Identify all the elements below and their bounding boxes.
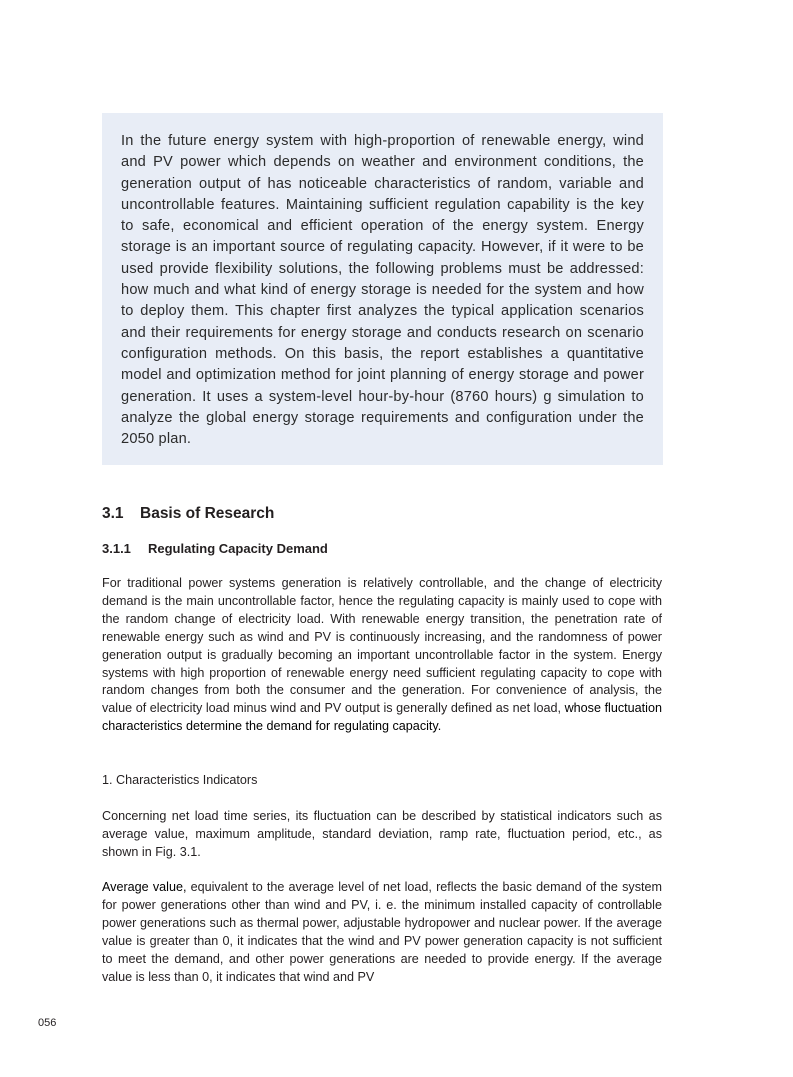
paragraph-average-value <box>102 879 662 986</box>
subsection-heading <box>102 541 328 556</box>
paragraph-emphasis: whose fluctuation characteristics determine the demand for regulating capacity. <box>102 701 662 734</box>
paragraph-text: For traditional power systems generation is relatively controllable, and the change of electricity demand is the main uncontrollable factor, hence the regulating capacity is mainly used to cope with the random change of electricity load. With renewable energy transition, the penetration rate of renewable energy such as wind and PV is continuously increasing, and the randomness of power generation output is gradually becoming an important uncontrollable factor in the system. Energy systems with high proportion of renewable energy need sufficient regulating capacity to cope with random changes from both the consumer and the generation. For convenience of analysis, the value of electricity load minus wind and PV output is generally defined as net load, <box>102 576 662 716</box>
section-number: 3.1 <box>102 505 124 522</box>
section-heading <box>102 505 274 523</box>
abstract-text: In the future energy system with high-proportion of renewable energy, wind and PV power which depends on weather and environment conditions, the generation output of has noticeable characteristics of random, variable and uncontrollable features. Maintaining sufficient regulation capability is the key to safe, economical and efficient operation of the energy system. Energy storage is an important source of regulating capacity. However, if it were to be used provide flexibility solutions, the following problems must be addressed: how much and what kind of energy storage is needed for the system and how to deploy them. This chapter first analyzes the typical application scenarios and their requirements for energy storage and conducts research on scenario configuration methods. On this basis, the report establishes a quantitative model and optimization method for joint planning of energy storage and power generation. It uses a system-level hour-by-hour (8760 hours) g simulation to analyze the global energy storage requirements and configuration under the 2050 plan. <box>121 133 644 448</box>
list-heading: 1. Characteristics Indicators <box>102 773 258 787</box>
paragraph-text: equivalent to the average level of net load, reflects the basic demand of the system for power generations other than wind and PV, i. e. the minimum installed capacity of controllable power generations such as thermal power, adjustable hydropower and nuclear power. If the average value is greater than 0, it indicates that the wind and PV power generation capacity is not sufficient to meet the demand, and other power generations are needed to provide energy. If the average value is less than 0, it indicates that wind and PV <box>102 880 662 984</box>
paragraph-regulating-capacity <box>102 575 662 736</box>
page-number: 056 <box>38 1017 57 1029</box>
section-title: Basis of Research <box>140 505 275 522</box>
subsection-number: 3.1.1 <box>102 541 131 556</box>
subsection-title: Regulating Capacity Demand <box>148 541 328 556</box>
term-average-value: Average value, <box>102 880 187 894</box>
paragraph-indicators: Concerning net load time series, its fluctuation can be described by statistical indicators such as average value, maximum amplitude, standard deviation, ramp rate, fluctuation period, etc., as shown in Fig. 3.1. <box>102 809 662 859</box>
abstract-box <box>102 113 663 465</box>
